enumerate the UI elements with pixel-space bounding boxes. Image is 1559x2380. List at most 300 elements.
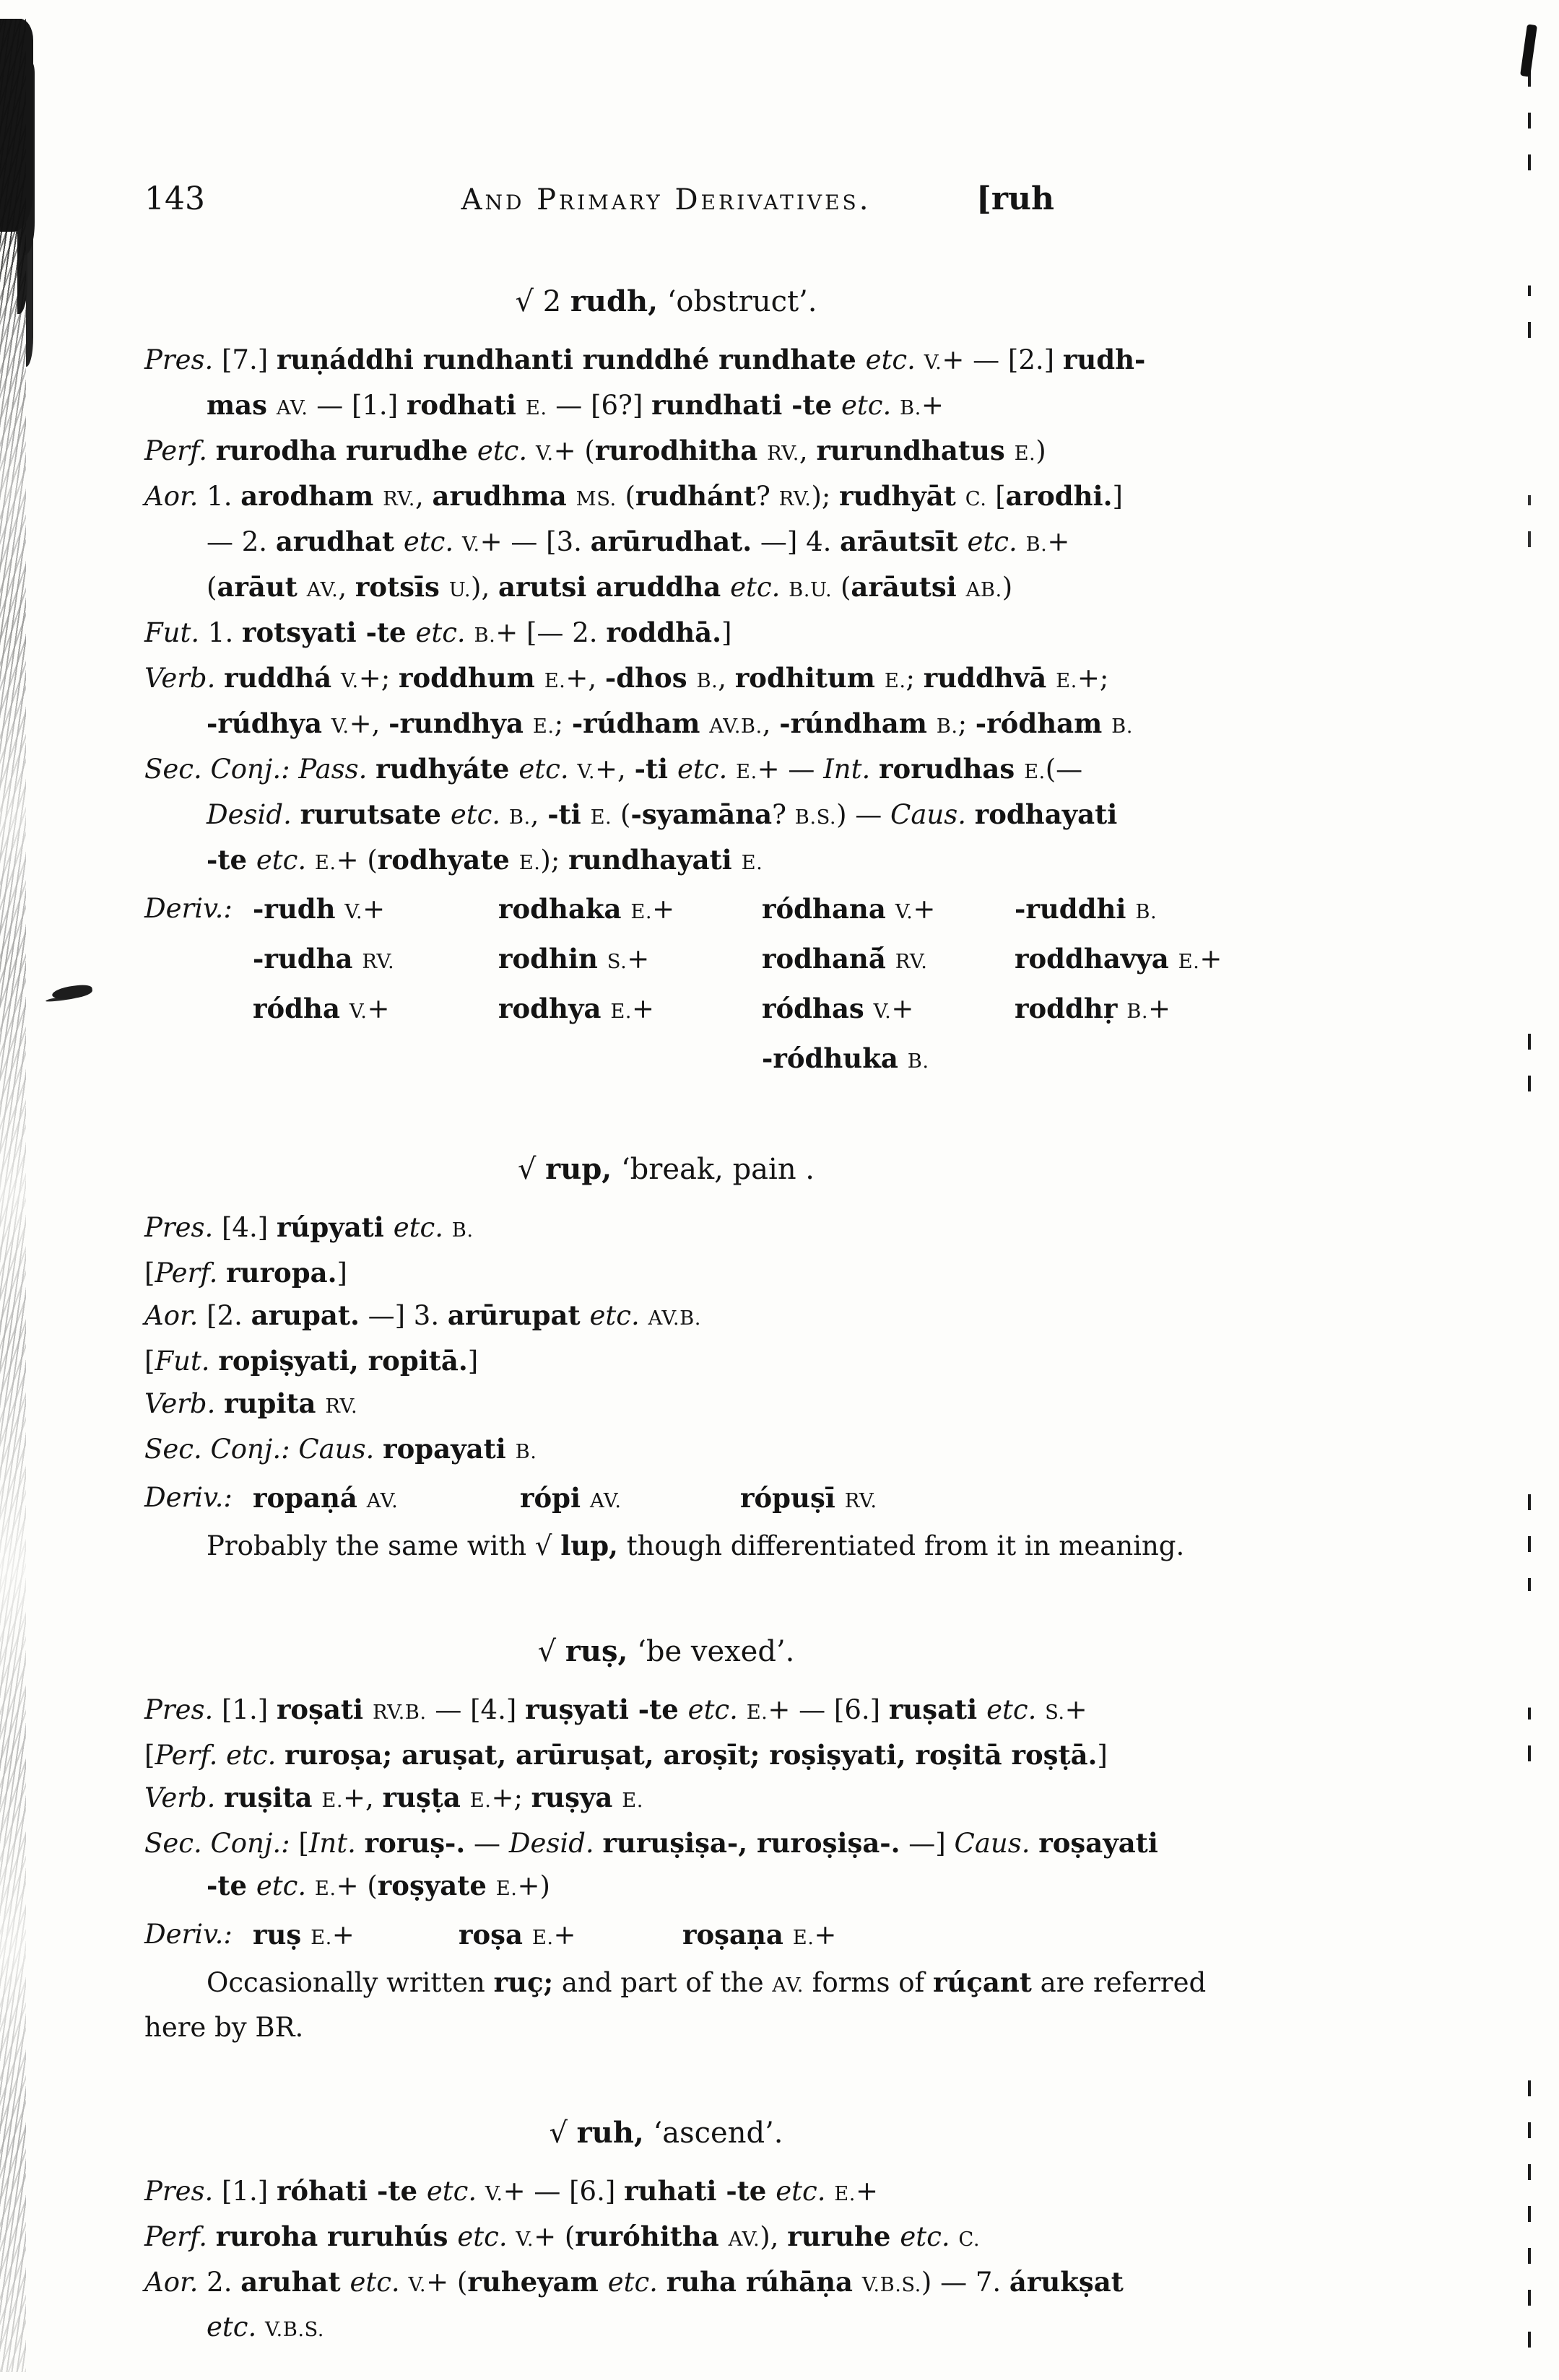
text-run: C. [965, 488, 987, 510]
text-run: and part of the [553, 1967, 773, 1998]
text-run: roddhavya [1015, 943, 1178, 975]
text-run: ); [540, 845, 569, 876]
text-run: ‘ascend’. [643, 2117, 783, 2150]
text-run: -rudh [253, 893, 345, 925]
text-run: E. [792, 1927, 815, 1949]
text-run [466, 617, 474, 648]
text-run: etc. [256, 845, 307, 876]
text-run: Occasionally written [207, 1967, 494, 1998]
text-run [256, 2311, 265, 2342]
text-run: +, [595, 754, 635, 785]
text-run: B.S. [794, 806, 837, 829]
text-run: √ 2 [515, 285, 570, 318]
text-run: Perf. [155, 1257, 218, 1289]
text-run: -rúdhya [207, 707, 331, 739]
text-run: ); [811, 481, 840, 512]
text-run: RV. [895, 951, 928, 973]
text-run: [1.] [213, 2176, 277, 2207]
text-run: E. [610, 1001, 632, 1023]
text-run: ruṇáddhi rundhanti runddhé rundhate [276, 344, 866, 375]
text-run: rundhayati [568, 844, 742, 876]
text-run: B. [508, 806, 531, 829]
text-run: Pres. [144, 1212, 214, 1243]
text-run: AV.B. [648, 1307, 701, 1330]
text-run: B. [515, 1441, 537, 1463]
text-run: ( [616, 481, 635, 512]
text-run: -syamāna [630, 798, 773, 830]
text-run: arudhma [432, 480, 576, 512]
text-run: rup, [545, 1152, 612, 1186]
text-run: Sec. Conj.: [144, 1828, 290, 1859]
text-run: rúçant [933, 1966, 1032, 1998]
text-run: etc. [415, 617, 466, 648]
text-line [144, 2215, 1188, 2261]
text-run: rópuṣī [740, 1482, 845, 1514]
text-run: etc. [426, 2176, 477, 2207]
text-run: Aor. [144, 1300, 199, 1331]
text-run: + [362, 894, 386, 925]
text-run: ruṣ, [565, 1634, 628, 1668]
text-run: ] [467, 1346, 479, 1377]
text-run: , [414, 481, 433, 512]
text-run: -te [207, 1870, 256, 1901]
text-run: Pres. [144, 1694, 214, 1725]
text-run: -te [207, 844, 256, 876]
text-line [144, 2007, 1188, 2049]
text-run [443, 1212, 452, 1243]
text-run: ruç; [493, 1966, 554, 1998]
text-run: — [6?] [547, 390, 652, 421]
text-run: ruruṣiṣa-, ruroṣiṣa-. [602, 1827, 900, 1859]
text-run: + [891, 993, 914, 1024]
text-run: róhati -te [276, 2175, 427, 2207]
text-run: ( [832, 572, 851, 603]
text-run: arutsi aruddha [498, 571, 731, 603]
text-run: + ( [336, 845, 378, 876]
text-line [144, 430, 1188, 475]
text-run: ), [760, 2221, 788, 2252]
text-run: V. [535, 443, 554, 465]
text-run: E. [469, 1790, 492, 1812]
text-run: ) [1035, 435, 1046, 466]
text-run: rupita [224, 1387, 326, 1419]
text-run: lup, [560, 1530, 618, 1561]
text-run: V. [331, 715, 349, 738]
text-run: V. [895, 901, 913, 923]
text-run: +, [565, 663, 605, 694]
text-line [144, 1865, 1188, 1910]
root-heading-rus [144, 1634, 1188, 1670]
text-run: arāut [217, 571, 307, 603]
derivative-item [1015, 886, 1222, 936]
text-run: Aor. [144, 481, 199, 512]
text-run: arāutsīt [840, 526, 968, 557]
text-run: rópi [520, 1482, 590, 1514]
text-run: V. [924, 352, 942, 374]
text-run: Sec. Conj.: Pass. [144, 754, 368, 785]
text-run: ) — [836, 799, 891, 830]
text-line [144, 748, 1188, 793]
text-run [276, 1740, 285, 1771]
text-run: AV. [366, 1490, 399, 1512]
text-run [207, 435, 216, 466]
text-run: +; [358, 663, 399, 694]
derivatives-table [144, 886, 1223, 1085]
text-run: 1. [199, 617, 242, 648]
text-run: -rudha [253, 943, 362, 975]
root-heading-ruh [144, 2115, 1188, 2151]
text-run: B. [900, 397, 921, 419]
text-run: AV. [772, 1974, 804, 1997]
text-run: rurodhitha [594, 435, 768, 466]
text-run: V. [577, 761, 596, 783]
derivative-item [253, 1035, 498, 1085]
text-run: rodhati [406, 389, 526, 421]
text-run [453, 526, 462, 557]
text-run: + [814, 1919, 837, 1950]
text-run [1036, 1694, 1045, 1725]
text-run: E. [746, 1701, 768, 1724]
text-run: etc. [518, 754, 569, 785]
root-heading-rup [144, 1151, 1188, 1187]
text-run: rudhánt [635, 480, 757, 512]
text-run [891, 390, 900, 421]
running-title: And Primary Derivatives. [461, 183, 872, 217]
derivative-item [1015, 985, 1222, 1035]
text-run: rodhitum [734, 662, 885, 694]
text-line [144, 1822, 1188, 1865]
text-run: +) [517, 1870, 550, 1901]
text-line [144, 520, 1188, 566]
text-run: etc. [687, 1694, 738, 1725]
text-run: [ [290, 1828, 309, 1859]
derivative-item [253, 1912, 459, 1961]
text-run: B. [696, 670, 718, 692]
text-run: E. [622, 1790, 643, 1812]
text-run: RV. [362, 951, 395, 973]
text-run: Perf. etc. [155, 1740, 277, 1771]
text-run: rodhaka [498, 893, 631, 925]
text-run: , [338, 572, 355, 603]
text-run [210, 1346, 219, 1377]
text-run: — [465, 1828, 509, 1859]
text-line [144, 339, 1188, 384]
text-run: B. [474, 624, 496, 647]
text-run: + [632, 993, 655, 1024]
derivative-item [762, 936, 1015, 985]
text-run: —] 4. [752, 526, 841, 557]
text-line [144, 2170, 1188, 2215]
scan-artifact-corner-blob [0, 19, 33, 232]
text-run: [1.] [213, 1694, 277, 1725]
text-run: √ [537, 1635, 565, 1668]
text-run: E. [544, 670, 566, 692]
text-run: + [921, 390, 944, 421]
text-run [870, 754, 879, 785]
text-run: etc. [207, 2311, 257, 2342]
page-content [144, 180, 1223, 2351]
text-run: ( [207, 572, 217, 603]
text-run: — [4.] [426, 1694, 526, 1725]
text-run: -ródhuka [762, 1042, 908, 1074]
text-run: +; [1077, 663, 1109, 694]
derivative-item [498, 985, 762, 1035]
text-run: ruroṣa; aruṣat, arūruṣat, aroṣīt; roṣiṣyati, roṣitā roṣṭā. [285, 1739, 1098, 1771]
text-run: ; [957, 708, 976, 739]
text-run: AV. [589, 1490, 622, 1512]
text-run: + [1047, 526, 1070, 557]
text-run: E. [525, 397, 547, 419]
text-run: V. [873, 1001, 892, 1023]
text-run: etc. [967, 526, 1017, 557]
text-run [966, 799, 975, 830]
text-run: E. [1014, 443, 1036, 465]
text-run: arodham [240, 480, 383, 512]
text-run: , [799, 435, 817, 466]
text-run: -ti [547, 798, 591, 830]
text-run: RV. [767, 443, 799, 465]
text-run: rudhyāt [839, 480, 965, 512]
text-line [144, 475, 1188, 520]
text-run: RV. [383, 488, 415, 510]
text-run: arūrupat [447, 1299, 590, 1331]
text-run [780, 572, 789, 603]
text-run: etc. [450, 799, 501, 830]
text-run [400, 2267, 409, 2298]
text-run: ] [336, 1257, 347, 1289]
text-run: Deriv.: [144, 1919, 233, 1950]
text-run: etc. [776, 2176, 826, 2207]
text-run: [ [144, 1257, 155, 1289]
text-run: etc. [457, 2221, 508, 2252]
text-run: [ [144, 1740, 155, 1771]
text-run: B.U. [789, 579, 833, 601]
text-run: ruroha ruruhús [215, 2220, 458, 2252]
text-run: E. [311, 1927, 332, 1949]
text-run: V. [408, 2274, 427, 2296]
text-run: Verb. [144, 1388, 216, 1419]
text-run: E. [532, 715, 555, 738]
derivatives-table [144, 1912, 1188, 1961]
text-run [374, 1434, 383, 1465]
text-line [144, 1734, 1188, 1777]
text-run [569, 754, 578, 785]
text-line [144, 702, 1188, 748]
text-run: V. [461, 533, 480, 556]
text-run: Deriv.: [144, 893, 233, 924]
text-run: + ( [426, 2267, 468, 2298]
text-run: Int. [823, 754, 871, 785]
text-run: roruṣ-. [364, 1827, 466, 1859]
root-heading-rudh2 [144, 284, 1188, 320]
derivative-item [520, 1475, 740, 1525]
text-line [144, 1340, 1188, 1382]
text-run: Caus. [890, 799, 966, 830]
text-run: ruṣyati -te [525, 1694, 688, 1725]
text-run: etc. [393, 1212, 443, 1243]
text-run: etc. [349, 2267, 400, 2298]
text-run: rodhin [498, 943, 607, 975]
text-run: rudhyáte [375, 753, 519, 785]
text-run: + — [757, 754, 824, 785]
text-run: + [1199, 943, 1223, 975]
text-run: MS. [576, 488, 617, 510]
text-run: etc. [677, 754, 728, 785]
text-run: -ruddhi [1015, 893, 1136, 925]
text-run: ] [721, 617, 732, 648]
text-run: —] [900, 1828, 955, 1859]
text-run: ] [1097, 1740, 1108, 1771]
text-run: B. [1025, 533, 1048, 556]
text-run: E. [321, 1790, 344, 1812]
text-run: arudhat [275, 526, 404, 557]
text-run: arodhi. [1005, 480, 1113, 512]
text-run: V. [341, 670, 359, 692]
text-run: , [762, 708, 780, 739]
text-run: here by BR. [144, 2012, 304, 2043]
text-run: + [1064, 1694, 1087, 1725]
text-run: B. [1111, 715, 1133, 738]
text-run: rudh- [1062, 344, 1146, 375]
scan-artifact-margin-smudge [51, 984, 93, 1001]
text-run: -rúdham [571, 707, 710, 739]
text-run [916, 344, 924, 375]
text-run: Sec. Conj.: Caus. [144, 1434, 375, 1465]
derivative-item [740, 1475, 1188, 1525]
text-run: + ( [553, 435, 595, 466]
text-run: roṣyate [377, 1870, 496, 1901]
text-run [367, 754, 375, 785]
text-run: ruṣita [224, 1782, 322, 1813]
text-line [144, 2306, 1188, 2351]
text-run: rudh, [570, 284, 658, 318]
text-run: etc. [841, 390, 892, 421]
text-run: [ [986, 481, 1006, 512]
text-run: roṣa [459, 1919, 532, 1950]
derivative-item [253, 886, 498, 936]
text-run: arupat. [251, 1299, 360, 1331]
text-run: rúpyati [276, 1211, 394, 1243]
text-run: aruhat [240, 2266, 350, 2298]
text-line [144, 566, 1188, 611]
text-run: etc. [477, 435, 528, 466]
text-run: rotsīs [355, 571, 449, 603]
text-run: RV. [325, 1395, 358, 1418]
text-run: ropiṣyati, ropitā. [218, 1345, 468, 1377]
text-line [144, 1525, 1188, 1567]
text-run [215, 1782, 224, 1813]
text-run: árukṣat [1009, 2266, 1124, 2298]
text-run: Perf. [144, 2221, 207, 2252]
derivative-item [1015, 1035, 1222, 1085]
text-run: -ródham [975, 707, 1112, 739]
text-run [207, 2221, 216, 2252]
text-run: ruropa. [226, 1257, 337, 1289]
text-run [594, 1828, 603, 1859]
text-run: rodhanā́ [762, 943, 895, 975]
text-run: etc. [986, 1694, 1037, 1725]
derivative-item [762, 985, 1015, 1035]
text-run: roṣati [276, 1694, 373, 1725]
text-run: E. [1024, 761, 1046, 783]
text-run: √ [517, 1153, 546, 1186]
text-run: — 2. [207, 526, 276, 557]
text-run: -rundhya [388, 707, 533, 739]
text-run: roṣayati [1038, 1827, 1158, 1859]
text-run: rodhyate [377, 844, 519, 876]
text-run [306, 845, 315, 876]
text-line [144, 1382, 1188, 1428]
derivative-item [253, 985, 498, 1035]
text-run: E. [834, 2183, 856, 2205]
text-run: E. [735, 761, 757, 783]
text-run: V.B.S. [265, 2319, 324, 2341]
text-run: + [553, 1919, 576, 1950]
text-line [144, 793, 1188, 839]
text-run: U. [448, 579, 472, 601]
text-run: V. [349, 1001, 368, 1023]
text-run [1030, 1828, 1038, 1859]
text-run: + [913, 894, 936, 925]
text-run: + [652, 894, 675, 925]
text-run: +; [491, 1782, 531, 1813]
text-run: E. [630, 901, 653, 923]
scan-artifact-left-gutter [0, 19, 26, 2372]
text-run: AB. [965, 579, 1002, 601]
text-run: 2. [198, 2267, 241, 2298]
text-run: mas [207, 389, 277, 421]
text-line [144, 1252, 1188, 1294]
text-run: etc. [865, 344, 916, 375]
text-run: ruh, [576, 2116, 644, 2150]
text-run: rundhati -te [651, 389, 842, 421]
text-run: + [367, 993, 390, 1024]
text-run: [7.] [213, 344, 277, 375]
text-run: + — [6.] [503, 2176, 625, 2207]
text-run: rorudhas [879, 753, 1025, 785]
text-run: + [1148, 993, 1171, 1024]
text-run: [2. [198, 1300, 251, 1331]
text-line [144, 1294, 1188, 1340]
text-run: etc. [403, 526, 454, 557]
text-run: + [627, 943, 650, 975]
text-run: rodhayati [974, 798, 1118, 830]
text-run: ) [1002, 572, 1013, 603]
derivative-item [498, 886, 762, 936]
text-run: + [— 2. [495, 617, 607, 648]
text-run [215, 1388, 224, 1419]
text-run: Fut. [144, 617, 200, 648]
text-run: V. [485, 2183, 503, 2205]
text-run: + ( [534, 2221, 576, 2252]
text-line [144, 1688, 1188, 1734]
text-line [144, 1206, 1188, 1252]
text-line [144, 657, 1188, 702]
text-run: E. [1178, 951, 1200, 973]
derivatives-label [144, 1912, 253, 1961]
text-run: ‘break, pain . [612, 1153, 815, 1186]
text-run [640, 1300, 648, 1331]
text-run [658, 2267, 666, 2298]
text-run: + — [6.] [768, 1694, 889, 1725]
text-line [144, 384, 1188, 430]
text-run: rurodha rurudhe [215, 435, 477, 466]
text-run: [4.] [213, 1212, 277, 1243]
derivative-item [459, 1912, 682, 1961]
entry-ruh [144, 2115, 1188, 2351]
text-run: B. [936, 715, 958, 738]
text-run: ródha [253, 993, 349, 1024]
